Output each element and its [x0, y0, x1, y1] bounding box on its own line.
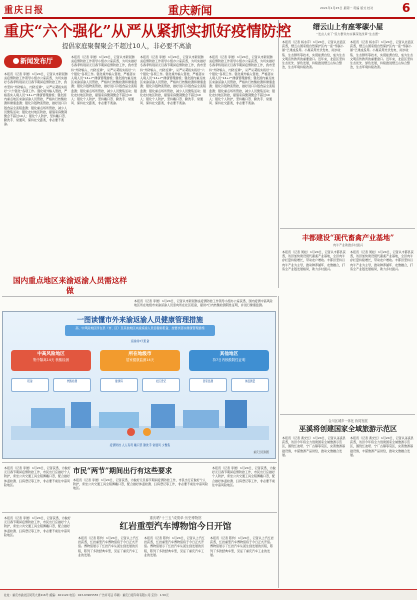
page-number: 6 [402, 1, 411, 15]
lead-headline: 重庆“六个强化”从严从紧抓实抓好疫情防控 [4, 22, 292, 40]
bottom-mid-headline: 红岩重型汽车博物馆今日开馆 [119, 522, 232, 532]
column-divider [278, 20, 279, 288]
stage-desc: 持7日内核酸阴性证明 [212, 358, 246, 362]
right-mid-body-col2: 本报讯（记者 周松）1月24日，记者从丰都县获悉，该县加快建设现代畜禽产业基地，全县肉牛存栏量持续增长，带动农户增收。丰都县坚持以肉牛产业为主导，推动种养循环、农旅融合，打造全产业链发展格局，助力乡村振兴。 [350, 250, 414, 271]
right-low-headline: 巫溪将创建国家全域旅游示范区 [299, 424, 397, 433]
step-box: 核酸检测 [53, 378, 91, 392]
bottom-left-body-top: 本报讯（记者 李晟）1月24日，记者获悉，为做好元旦春节期间疫情防控工作，市民出行应做好个人防护，乘坐公共交通工具全程佩戴口罩，配合做好体温检测、扫码登记等工作，非必要不前往中高风险地区。 [4, 466, 71, 487]
masthead-rule [2, 17, 415, 19]
step-box: 居家监测 [189, 378, 227, 392]
infographic-title: 一图读懂市外来渝返渝人员健康管理措施 [77, 316, 203, 324]
section-divider [2, 296, 277, 297]
infographic-credit: 重庆日报制图 [253, 451, 269, 454]
lead-body-col2: 本报讯（记者 李晟）1月24日，记者从市新冠肺炎疫情防控工作领导小组办公室获悉，为切实做好冬春季特别是元旦春节期间疫情防控工作，我市坚持“外防输入、内防反弹”，从严从紧抓实抓好“六个强化”各项工作。强化境外输入管控，严格落实入境人员“14+7”健康管理措施；强化国内重点地区来渝返渝人员管控，严格执行核酸检测和健康监测；强化冷链物流管控，做好进口冷链食品全流程监测；强化重点场所管控，减少人员聚集活动；强化农村地区防控，提倡家庭聚餐聚会不超过10人；强化个人防护，坚持戴口罩、勤洗手、常通风、保持社交距离，非必要不离渝。 [71, 55, 138, 106]
infographic-note: 疫情防控 人人有责 戴口罩 勤洗手 常通风 少聚集 [109, 443, 171, 447]
step-box: 健康码 [100, 378, 138, 392]
stage-other [189, 350, 269, 371]
middle-headline: 国内重点地区来渝返渝人员需这样做 [13, 276, 127, 295]
stage-city [100, 350, 180, 371]
bottom-mid-body-col3: 本报讯（记者 陈钧）1月24日，记者从上汽红岩获悉，红岩重型汽车博物馆将于今日正式开馆。博物馆展示了红岩汽车从诞生到发展的历程，陈列了多款经典车型，见证了重庆汽车工业的发展。 [210, 536, 274, 557]
infographic-banner: 高、中风险地区所在县（市、区）及其他地区来渝返渝人员需提前报备，按要求落实健康管理措施 [65, 325, 215, 336]
stage-name: 所在地级市 [128, 352, 152, 357]
bottom-mid-kicker: 重庆晒“十三五”成绩单·历史博物馆 [149, 516, 202, 520]
right-top-body-col2: 本报讯（记者 杨永芹）1月24日，记者从北碚区获悉，缙云山国家级自然保护区内一座“零碳小屋”已建成投用。小屋采用光伏发电、雨水收集、生态厕所等技术，实现能源自给，成为生态文明宣传教育的重要窗口。近年来，北碚区坚持生态优先、绿色发展，持续推进缙云山综合整治，生态环境持续改善。 [350, 40, 414, 70]
stage-desc: 居家健康监测14天 [125, 358, 155, 362]
right-top-subhead: “发言人来了”民力群众办实事深化改革“生态惠” [316, 32, 380, 36]
section-divider [2, 512, 277, 513]
stage-high-risk [11, 350, 91, 371]
right-mid-headline: 丰都建设“现代畜禽产业基地” [301, 233, 395, 242]
bottom-mid-body-col1: 本报讯（记者 陈钧）1月24日，记者从上汽红岩获悉，红岩重型汽车博物馆将于今日正式开馆。博物馆展示了红岩汽车从诞生到发展的历程，陈列了多款经典车型，见证了重庆汽车工业的发展。 [78, 536, 139, 557]
right-top-headline: 缙云山上有座零碳小屋 [313, 22, 383, 31]
right-low-kicker: 合川区城乡一体化 协同发展 [328, 419, 368, 423]
stage-name: 其他地区 [219, 352, 239, 357]
footer: 社址：重庆市渝北区同茂大道416号 邮编：401120 电话：023-63905555 广告许可证 印刷：重庆日报印务有限公司 定价：1.50元 [0, 589, 417, 600]
bubble-icon [13, 58, 19, 64]
bottom-left-body-col1: 本报讯（记者 李晟）1月24日，记者获悉，为做好元旦春节期间疫情防控工作，市民出行应做好个人防护，乘坐公共交通工具全程佩戴口罩，配合做好体温检测、扫码登记等工作，非必要不前往中高风险地区。 [4, 516, 71, 537]
right-low-body-col2: 本报讯（记者 黄光红）1月24日，记者从巫溪县获悉，该县今年将全力创建国家全域旅游示范区，围绕红池坝、宁厂古镇等景区，完善旅游基础设施，丰富旅游产品供给，推动文旅融合发展。 [350, 436, 414, 457]
lead-body-col3: 本报讯（记者 李晟）1月24日，记者从市新冠肺炎疫情防控工作领导小组办公室获悉，为切实做好冬春季特别是元旦春节期间疫情防控工作，我市坚持“外防输入、内防反弹”，从严从紧抓实抓好“六个强化”各项工作。强化境外输入管控，严格落实入境人员“14+7”健康管理措施；强化国内重点地区来渝返渝人员管控，严格执行核酸检测和健康监测；强化冷链物流管控，做好进口冷链食品全流程监测；强化重点场所管控，减少人员聚集活动；强化农村地区防控，提倡家庭聚餐聚会不超过10人；强化个人防护，坚持戴口罩、勤洗手、常通风、保持社交距离，非必要不离渝。 [140, 55, 207, 106]
middle-body-top: 本报讯（记者 李晟）1月24日，记者从市新冠肺炎疫情防控工作领导小组办公室获悉，国内疫情中高风险地区所在地级市来渝返渝人员需向所在社区报备，提供7日内核酸检测阴性证明，并进行健康监测。 [134, 299, 273, 308]
right-top-body-col1: 本报讯（记者 杨永芹）1月24日，记者从北碚区获悉，缙云山国家级自然保护区内一座“零碳小屋”已建成投用。小屋采用光伏发电、雨水收集、生态厕所等技术，实现能源自给，成为生态文明宣传教育的重要窗口。近年来，北碚区坚持生态优先、绿色发展，持续推进缙云山综合整治，生态环境持续改善。 [282, 40, 346, 70]
news-badge-label: 新闻发布厅 [20, 57, 53, 65]
bottom-left-body: 本报讯（记者 李晟）1月24日，记者获悉，为做好元旦春节期间疫情防控工作，市民出行应做好个人防护，乘坐公共交通工具全程佩戴口罩，配合做好体温检测、扫码登记等工作，非必要不前往中高风险地区。 [73, 478, 209, 491]
right-mid-subhead: 肉牛产业助推乡村振兴 [332, 243, 363, 247]
section-divider [280, 414, 415, 415]
lead-body-col4: 本报讯（记者 李晟）1月24日，记者从市新冠肺炎疫情防控工作领导小组办公室获悉，为切实做好冬春季特别是元旦春节期间疫情防控工作，我市坚持“外防输入、内防反弹”，从严从紧抓实抓好“六个强化”各项工作。强化境外输入管控，严格落实入境人员“14+7”健康管理措施；强化国内重点地区来渝返渝人员管控，严格执行核酸检测和健康监测；强化冷链物流管控，做好进口冷链食品全流程监测；强化重点场所管控，减少人员聚集活动；强化农村地区防控，提倡家庭聚餐聚会不超过10人；强化个人防护，坚持戴口罩、勤洗手、常通风、保持社交距离，非必要不离渝。 [209, 55, 276, 106]
lead-body-col1: 本报讯（记者 李晟）1月24日，记者从市新冠肺炎疫情防控工作领导小组办公室获悉，为切实做好冬春季特别是元旦春节期间疫情防控工作，我市坚持“外防输入、内防反弹”，从严从紧抓实抓好“六个强化”各项工作。强化境外输入管控，严格落实入境人员“14+7”健康管理措施；强化国内重点地区来渝返渝人员管控，严格执行核酸检测和健康监测；强化冷链物流管控，做好进口冷链食品全流程监测；强化重点场所管控，减少人员聚集活动；强化农村地区防控，提倡家庭聚餐聚会不超过10人；强化个人防护，坚持戴口罩、勤洗手、常通风、保持社交距离，非必要不离渝。 [4, 72, 68, 127]
date-line: 2021年1月25日 星期一 责编 版式 校对 [320, 6, 374, 10]
bottom-mid-body-col2: 本报讯（记者 陈钧）1月24日，记者从上汽红岩获悉，红岩重型汽车博物馆将于今日正式开馆。博物馆展示了红岩汽车从诞生到发展的历程，陈列了多款经典车型，见证了重庆汽车工业的发展。 [144, 536, 205, 557]
step-box: 报备 [11, 378, 49, 392]
section-divider [280, 228, 415, 229]
newspaper-logo: 重庆日报 [4, 6, 45, 16]
masthead [0, 0, 417, 18]
step-box: 社区登记 [142, 378, 180, 392]
bottom-left-headline: 市民“两节”期间出行有这些要求 [73, 466, 173, 475]
infographic-sub: 返渝前3天报备 [130, 339, 150, 343]
stage-name: 中高风险地区 [37, 352, 65, 357]
column-divider [278, 296, 279, 588]
news-badge [4, 55, 62, 68]
infographic [2, 311, 276, 459]
step-box: 体温测量 [231, 378, 269, 392]
infographic-illustration [11, 398, 269, 440]
bottom-left-body-col3: 本报讯（记者 李晟）1月24日，记者获悉，为做好元旦春节期间疫情防控工作，市民出行应做好个人防护，乘坐公共交通工具全程佩戴口罩，配合做好体温检测、扫码登记等工作，非必要不前往中高风险地区。 [212, 466, 276, 487]
section-divider [2, 462, 277, 463]
stage-desc: 集中隔离14天 核酸检测 [33, 358, 69, 362]
section-title: 重庆新闻 [168, 4, 212, 17]
right-mid-body-col1: 本报讯（记者 周松）1月24日，记者从丰都县获悉，该县加快建设现代畜禽产业基地，全县肉牛存栏量持续增长，带动农户增收。丰都县坚持以肉牛产业为主导，推动种养循环、农旅融合，打造全产业链发展格局，助力乡村振兴。 [282, 250, 346, 271]
right-low-body-col1: 本报讯（记者 黄光红）1月24日，记者从巫溪县获悉，该县今年将全力创建国家全域旅游示范区，围绕红池坝、宁厂古镇等景区，完善旅游基础设施，丰富旅游产品供给，推动文旅融合发展。 [282, 436, 346, 457]
lead-subhead: 提倡家庭聚餐聚会不超过10人，非必要不离渝 [62, 42, 192, 50]
